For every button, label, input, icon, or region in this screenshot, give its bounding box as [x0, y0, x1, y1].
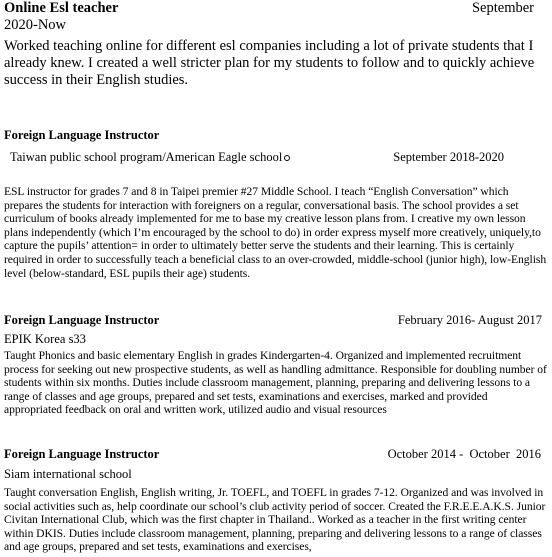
- entry-header: [4, 313, 548, 328]
- job-date: October 2014 - October 2016: [387, 447, 541, 461]
- employer-name: Taiwan public school program/American Eagle school: [10, 150, 283, 164]
- job-date: September 2018-2020: [393, 150, 504, 164]
- bullet-circle-icon: [284, 155, 290, 161]
- job-description: ESL instructor for grades 7 and 8 in Taipei premier #27 Middle School. I teach “English Conversation” which prepares the students for interaction with foreigners on a regular, conversational basis. The school provides a set curriculum of books already implemented for me to base my creative lesson plans from. I creative my own lesson plans independently (which I’m encouraged by the school to do) in order express myself more creatively, uniquely,to capture the pupils’ attention= in order to ultimately better serve the students and their learning. This is certainly required in order to successfully teach a beneficial class to an over-crowded, middle-school (junior high), low-English level (below-standard, ESL pupils their age) students.: [4, 185, 547, 280]
- experience-entry: [4, 447, 548, 554]
- job-date: February 2016- August 2017: [397, 313, 542, 327]
- experience-entry: [4, 128, 548, 280]
- employer-name: EPIK Korea s33: [4, 332, 86, 346]
- experience-entry: [4, 0, 548, 89]
- entry-header: [4, 447, 548, 462]
- job-title: Foreign Language Instructor: [4, 128, 160, 142]
- job-description: Taught conversation English, English writing, Jr. TOEFL, and TOEFL in grades 7-12. Organized and was involved in social activities such as, help coordinate our school’s club activity period of soccer. Created the F.R.E.E.A.K.S. Junior Civitan International Club, which was the first chapter in Thailand.. Worked as a teacher in the first writing center within DKIS. Duties include classroom management, planning, preparing and delivering lessons to a range of classes and age groups, prepared and set tests, examinations and exercises,: [4, 486, 546, 554]
- employer-line: [10, 149, 290, 165]
- job-date: September: [471, 0, 534, 16]
- experience-entry: [4, 313, 548, 417]
- entry-subheader: [4, 149, 548, 165]
- employer-name: Siam international school: [4, 467, 132, 481]
- job-description: Worked teaching online for different esl companies including a lot of private students that I already knew. I created a well stricter plan for my students to follow and to quickly achieve success in their English studies.: [4, 38, 535, 88]
- job-description: Taught Phonics and basic elementary English in grades Kindergarten-4. Organized and implemented recruitment process for seeking out new prospective students, as well as handling admittance. Responsible for doubling number of students within six months. Duties include classroom management, planning, preparing and delivering lessons to a range of classes and age groups, prepared and set tests, examinations and exercises, marked and provided appropriated feedback on oral and written work, utilized audio and visual resources: [4, 349, 547, 417]
- job-title: Online Esl teacher: [4, 0, 119, 16]
- entry-header: [4, 0, 548, 17]
- job-title: Foreign Language Instructor: [4, 447, 160, 461]
- job-title: Foreign Language Instructor: [4, 313, 160, 327]
- job-period: 2020-Now: [4, 17, 67, 33]
